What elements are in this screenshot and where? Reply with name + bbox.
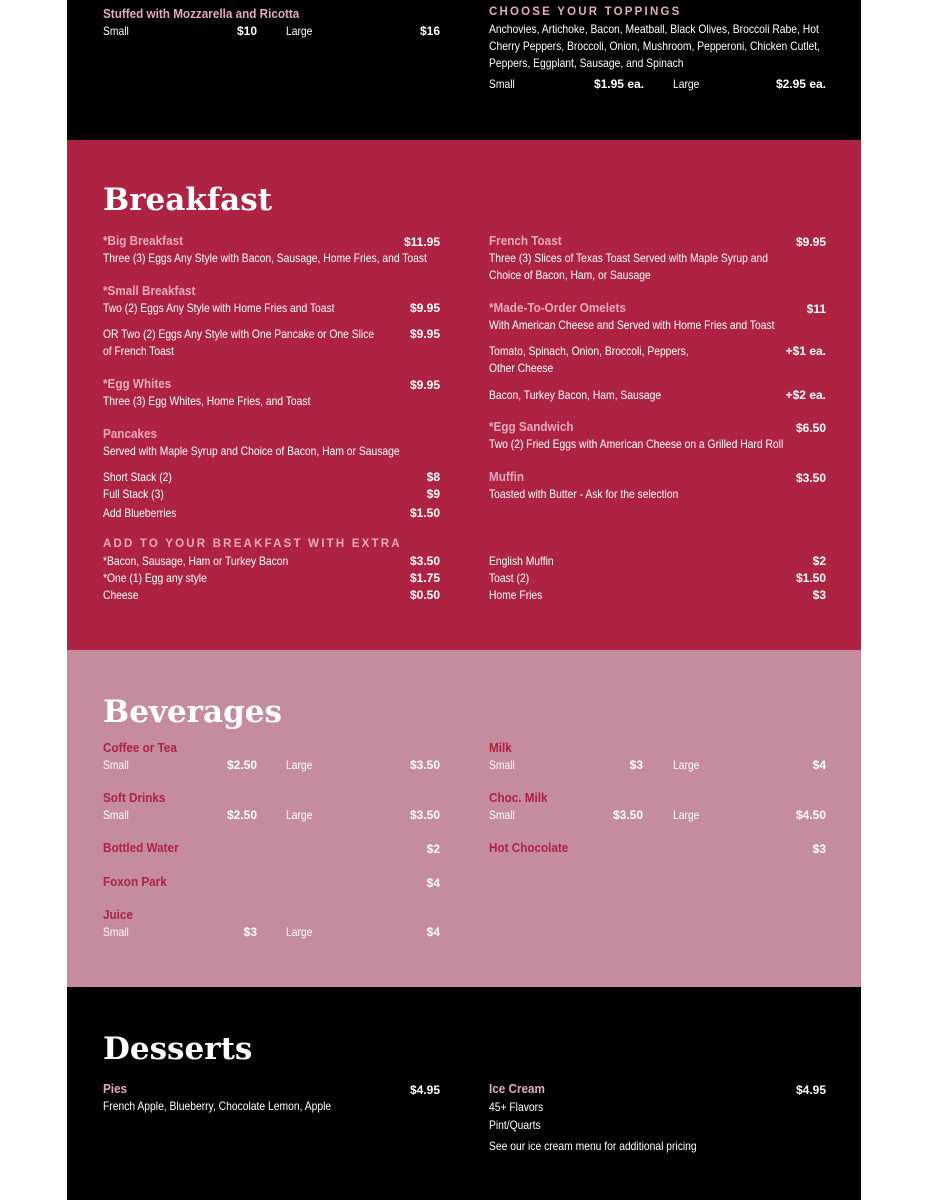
omelets-price: $11 bbox=[806, 302, 826, 316]
list-item: Toast (2) bbox=[489, 571, 530, 585]
list-item-price: $9 bbox=[426, 487, 440, 501]
ice-cream-name: Ice Cream bbox=[489, 1081, 545, 1096]
soft-drinks-small-price: $2.50 bbox=[226, 808, 257, 822]
toppings-large-label: Large bbox=[673, 77, 700, 91]
ice-cream-line2: Pint/Quarts bbox=[489, 1118, 541, 1132]
omelets-name: *Made-To-Order Omelets bbox=[489, 300, 626, 315]
coffee-name: Coffee or Tea bbox=[103, 740, 177, 755]
list-item: English Muffin bbox=[489, 554, 554, 568]
stuffed-small-label: Small bbox=[103, 24, 129, 38]
toppings-small-price: $1.95 ea. bbox=[593, 77, 644, 91]
list-item-price: $3 bbox=[812, 588, 826, 602]
pizza-section bbox=[67, 0, 861, 140]
water-name: Bottled Water bbox=[103, 840, 179, 855]
list-item: Add Blueberries bbox=[103, 506, 177, 520]
pies-name: Pies bbox=[103, 1081, 128, 1096]
pies-price: $4.95 bbox=[409, 1083, 440, 1097]
stuffed-pizza-name: Stuffed with Mozzarella and Ricotta bbox=[103, 6, 300, 21]
foxon-name: Foxon Park bbox=[103, 874, 167, 889]
choc-milk-large-label: Large bbox=[673, 808, 700, 822]
soft-drinks-name: Soft Drinks bbox=[103, 790, 166, 805]
beverages-section bbox=[67, 650, 861, 987]
toppings-list-line1: Anchovies, Artichoke, Bacon, Meatball, Black Olives, Broccoli Rabe, Hot bbox=[489, 22, 819, 36]
desserts-title: Desserts bbox=[103, 1031, 253, 1067]
choc-milk-small-label: Small bbox=[489, 808, 515, 822]
breakfast-title: Breakfast bbox=[103, 182, 273, 218]
juice-small-label: Small bbox=[103, 925, 129, 939]
coffee-large-price: $3.50 bbox=[409, 758, 440, 772]
list-item: Cheese bbox=[103, 588, 139, 602]
breakfast-section bbox=[67, 140, 861, 650]
list-item-price: $2 bbox=[812, 554, 826, 568]
egg-whites-price: $9.95 bbox=[409, 378, 440, 392]
ice-cream-line1: 45+ Flavors bbox=[489, 1100, 544, 1114]
french-toast-desc-line2: Choice of Bacon, Ham, or Sausage bbox=[489, 268, 651, 282]
list-item-price: $1.75 bbox=[409, 571, 440, 585]
hot-chocolate-name: Hot Chocolate bbox=[489, 840, 569, 855]
choc-milk-name: Choc. Milk bbox=[489, 790, 548, 805]
toppings-heading: CHOOSE YOUR TOPPINGS bbox=[489, 6, 682, 18]
coffee-large-label: Large bbox=[286, 758, 313, 772]
coffee-small-label: Small bbox=[103, 758, 129, 772]
milk-name: Milk bbox=[489, 740, 512, 755]
milk-large-label: Large bbox=[673, 758, 700, 772]
foxon-price: $4 bbox=[426, 876, 440, 890]
ice-cream-price: $4.95 bbox=[795, 1083, 826, 1097]
hot-chocolate-price: $3 bbox=[812, 842, 826, 856]
big-breakfast-price: $11.95 bbox=[403, 235, 440, 249]
omelets-add2-price: +$2 ea. bbox=[785, 388, 826, 402]
egg-sandwich-price: $6.50 bbox=[795, 421, 826, 435]
menu-page bbox=[67, 0, 861, 1200]
toppings-list-line3: Peppers, Eggplant, Sausage, and Spinach bbox=[489, 56, 684, 70]
list-item: Short Stack (2) bbox=[103, 470, 172, 484]
stuffed-small-price: $10 bbox=[236, 24, 257, 38]
juice-name: Juice bbox=[103, 907, 133, 922]
list-item: *Bacon, Sausage, Ham or Turkey Bacon bbox=[103, 554, 289, 568]
small-breakfast-opt1-price: $9.95 bbox=[409, 301, 440, 315]
milk-small-price: $3 bbox=[629, 758, 643, 772]
soft-drinks-large-label: Large bbox=[286, 808, 313, 822]
french-toast-price: $9.95 bbox=[795, 235, 826, 249]
egg-whites-name: *Egg Whites bbox=[103, 376, 172, 391]
egg-sandwich-desc: Two (2) Fried Eggs with American Cheese on a Grilled Hard Roll bbox=[489, 437, 784, 451]
list-item-price: $0.50 bbox=[409, 588, 440, 602]
list-item: Home Fries bbox=[489, 588, 543, 602]
toppings-small-label: Small bbox=[489, 77, 515, 91]
muffin-desc: Toasted with Butter - Ask for the selection bbox=[489, 487, 679, 501]
juice-large-label: Large bbox=[286, 925, 313, 939]
omelets-add1-price: +$1 ea. bbox=[785, 344, 826, 358]
big-breakfast-desc: Three (3) Eggs Any Style with Bacon, Sausage, Home Fries, and Toast bbox=[103, 251, 427, 265]
extras-heading: ADD TO YOUR BREAKFAST WITH EXTRA bbox=[103, 538, 402, 550]
small-breakfast-opt2-price: $9.95 bbox=[409, 327, 440, 341]
small-breakfast-opt2-line1: OR Two (2) Eggs Any Style with One Pancake or One Slice bbox=[103, 327, 375, 341]
list-item-price: $8 bbox=[426, 470, 440, 484]
list-item: Full Stack (3) bbox=[103, 487, 164, 501]
list-item-price: $1.50 bbox=[795, 571, 826, 585]
egg-sandwich-name: *Egg Sandwich bbox=[489, 419, 574, 434]
small-breakfast-name: *Small Breakfast bbox=[103, 283, 196, 298]
list-item: *One (1) Egg any style bbox=[103, 571, 207, 585]
juice-large-price: $4 bbox=[426, 925, 440, 939]
choc-milk-small-price: $3.50 bbox=[612, 808, 643, 822]
desserts-section bbox=[67, 987, 861, 1200]
omelets-add1-line1: Tomato, Spinach, Onion, Broccoli, Peppers, bbox=[489, 344, 689, 358]
stuffed-large-label: Large bbox=[286, 24, 313, 38]
list-item-price: $3.50 bbox=[409, 554, 440, 568]
soft-drinks-small-label: Small bbox=[103, 808, 129, 822]
milk-large-price: $4 bbox=[812, 758, 826, 772]
pancakes-name: Pancakes bbox=[103, 426, 157, 441]
beverages-title: Beverages bbox=[103, 694, 282, 730]
small-breakfast-opt2-line2: of French Toast bbox=[103, 344, 174, 358]
muffin-price: $3.50 bbox=[795, 471, 826, 485]
omelets-add1-line2: Other Cheese bbox=[489, 361, 554, 375]
small-breakfast-opt1: Two (2) Eggs Any Style with Home Fries and Toast bbox=[103, 301, 335, 315]
coffee-small-price: $2.50 bbox=[226, 758, 257, 772]
ice-cream-line3: See our ice cream menu for additional pricing bbox=[489, 1139, 697, 1153]
big-breakfast-name: *Big Breakfast bbox=[103, 233, 183, 248]
egg-whites-desc: Three (3) Egg Whites, Home Fries, and Toast bbox=[103, 394, 311, 408]
milk-small-label: Small bbox=[489, 758, 515, 772]
stuffed-large-price: $16 bbox=[419, 24, 440, 38]
muffin-name: Muffin bbox=[489, 469, 525, 484]
toppings-large-price: $2.95 ea. bbox=[775, 77, 826, 91]
pies-desc: French Apple, Blueberry, Chocolate Lemon, Apple bbox=[103, 1099, 332, 1113]
soft-drinks-large-price: $3.50 bbox=[409, 808, 440, 822]
omelets-add2: Bacon, Turkey Bacon, Ham, Sausage bbox=[489, 388, 662, 402]
water-price: $2 bbox=[426, 842, 440, 856]
french-toast-desc-line1: Three (3) Slices of Texas Toast Served with Maple Syrup and bbox=[489, 251, 768, 265]
juice-small-price: $3 bbox=[243, 925, 257, 939]
french-toast-name: French Toast bbox=[489, 233, 562, 248]
list-item-price: $1.50 bbox=[409, 506, 440, 520]
toppings-list-line2: Cherry Peppers, Broccoli, Onion, Mushroom, Pepperoni, Chicken Cutlet, bbox=[489, 39, 820, 53]
omelets-desc: With American Cheese and Served with Home Fries and Toast bbox=[489, 318, 775, 332]
choc-milk-large-price: $4.50 bbox=[795, 808, 826, 822]
pancakes-desc: Served with Maple Syrup and Choice of Bacon, Ham or Sausage bbox=[103, 444, 400, 458]
